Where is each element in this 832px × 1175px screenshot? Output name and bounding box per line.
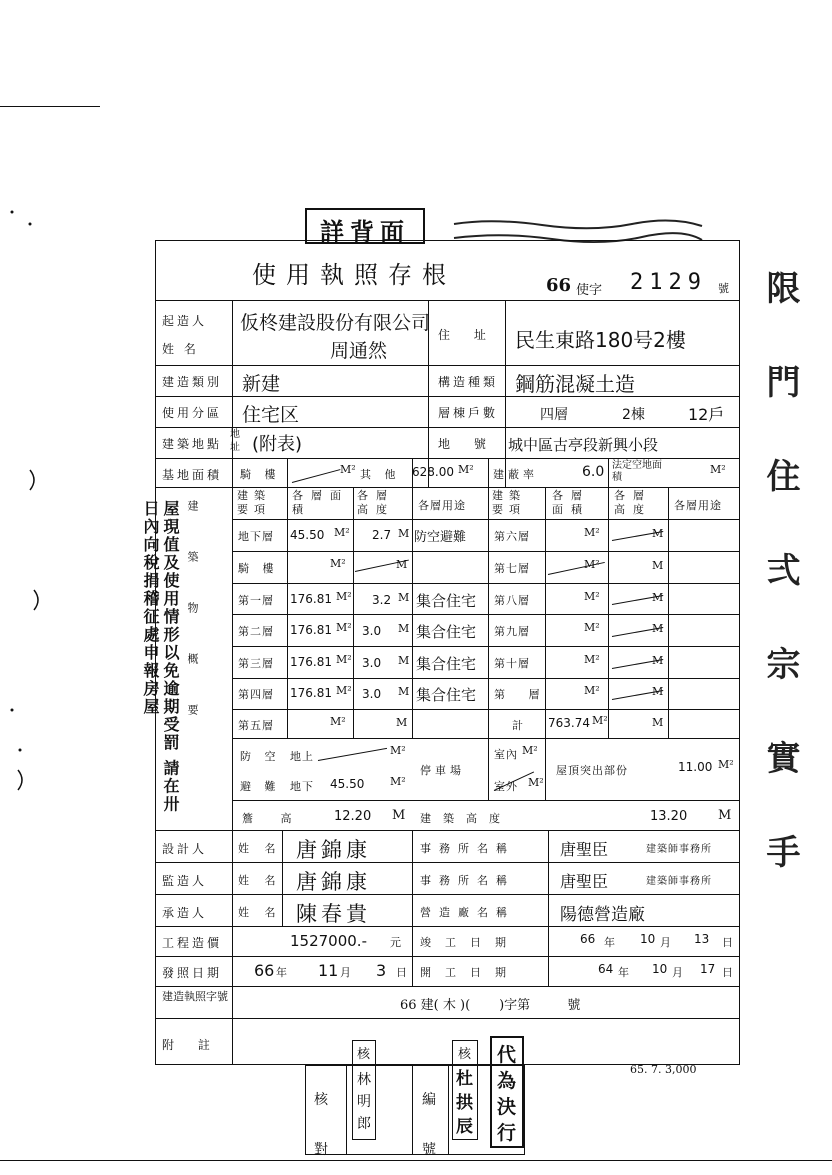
start-year: 64 <box>598 962 614 976</box>
lot-value: 城中區古亭段新興小段 <box>508 436 659 454</box>
back-side-stamp-text: 詳背面 <box>320 217 410 246</box>
floor-height: 3.0 <box>362 687 382 701</box>
bottom-rule <box>0 1160 832 1161</box>
grid-line <box>232 678 740 679</box>
unit-m2: M² <box>584 526 600 539</box>
grid-line <box>155 926 740 927</box>
person-org-label: 事務所名稱 <box>420 874 515 887</box>
structure-value: 鋼筋混凝土造 <box>515 372 635 396</box>
unit-m2: M² <box>584 621 600 634</box>
shelter-below-label: 地下 <box>290 780 314 793</box>
person-role: 承造人 <box>162 906 208 920</box>
checker-seal <box>352 1040 376 1140</box>
unit-m: M <box>396 716 408 729</box>
person-org-label: 營造廠名稱 <box>420 906 515 919</box>
floor-use: 集合住宅 <box>416 686 477 704</box>
grid-line <box>232 800 740 801</box>
margin-specks <box>0 190 60 840</box>
floor-use: 防空避難 <box>414 530 467 545</box>
shelter-label-b: 避 難 <box>240 780 281 793</box>
back-side-stamp <box>305 208 425 244</box>
start-month: 10 <box>652 962 668 976</box>
floor-area: 176.81 <box>290 655 332 669</box>
floor-use-header: 各層用途 <box>418 499 466 512</box>
eave-height-value: 12.20 <box>334 809 372 824</box>
floor-name: 騎 樓 <box>238 562 279 575</box>
building-height-value: 13.20 <box>650 809 688 824</box>
cost-label: 工程造價 <box>162 936 223 950</box>
floor-name: 第三層 <box>238 657 274 670</box>
unit-m: M <box>398 527 410 540</box>
unit-m2: M² <box>336 653 352 666</box>
floor-use: 集合住宅 <box>416 655 477 673</box>
unit-m: M <box>652 591 664 604</box>
person-role: 設計人 <box>162 842 208 856</box>
location-value: (附表) <box>252 434 303 455</box>
unit-m2: M² <box>710 463 726 476</box>
parking-indoor-label: 室內 <box>494 748 518 761</box>
grid-line <box>412 458 413 738</box>
zone-label: 使用分區 <box>162 406 223 420</box>
floor-name: 第五層 <box>238 719 274 732</box>
grid-line <box>155 956 740 957</box>
floor-name: 第二層 <box>238 625 274 638</box>
unit-m2: M² <box>528 776 544 789</box>
person-name-label: 姓 名 <box>238 842 282 855</box>
form-code: 65. 7. 3,000 <box>630 1063 697 1076</box>
cost-value: 1527000.- <box>290 932 367 950</box>
floor-height: 3.0 <box>362 656 382 670</box>
issue-month: 11 <box>318 961 339 980</box>
grid-line <box>448 1065 449 1155</box>
unit-m: M <box>652 559 664 572</box>
completion-month: 10 <box>640 932 656 946</box>
unit-m: M <box>396 558 408 571</box>
grid-line <box>505 300 506 488</box>
floor-area: 176.81 <box>290 592 332 606</box>
unit-m: M <box>718 808 732 823</box>
floor-name: 第九層 <box>494 625 530 638</box>
unit-m2: M² <box>330 557 346 570</box>
license-number: 2129 <box>630 270 707 295</box>
check-label: 核對 <box>314 1092 328 1158</box>
unit-m2: M² <box>584 684 600 697</box>
buildings-count-value: 2棟 <box>622 407 645 423</box>
floor-name: 第八層 <box>494 594 530 607</box>
grid-line <box>155 396 740 397</box>
grid-line <box>155 487 740 488</box>
unit-m: M <box>652 622 664 635</box>
license-prefix: 使字 <box>576 283 603 298</box>
unit-m: M <box>398 622 410 635</box>
floor-name: 計 <box>512 719 524 732</box>
editor-seal <box>452 1040 478 1140</box>
floor-item-header: 建築要項 <box>237 489 271 516</box>
unit-m: M <box>652 654 664 667</box>
form-title: 使用執照存根 <box>252 261 456 289</box>
unit-m2: M² <box>330 715 346 728</box>
month-unit: 月 <box>660 936 672 949</box>
month-unit: 月 <box>672 966 684 979</box>
shelter-below-value: 45.50 <box>330 777 365 791</box>
day-unit: 日 <box>722 966 734 979</box>
unit-m: M <box>652 527 664 540</box>
roof-protrusion-label: 屋頂突出部份 <box>556 764 628 777</box>
unit-m2: M² <box>390 775 406 788</box>
person-name: 陳春貴 <box>296 902 371 926</box>
floor-area: 45.50 <box>290 528 325 542</box>
issue-year: 66 <box>254 961 275 980</box>
unit-m2: M² <box>334 526 350 539</box>
floor-height-header-right: 各層高度 <box>614 489 652 516</box>
person-org-suffix: 建築師事務所 <box>646 844 712 855</box>
parking-label: 停車場 <box>420 764 465 777</box>
shelter-label-a: 防 空 <box>240 750 281 763</box>
floor-area: 176.81 <box>290 686 332 700</box>
households-count-value: 12戶 <box>688 405 725 424</box>
floors-count-label: 層棟戶數 <box>438 406 499 420</box>
grid-line <box>353 487 354 738</box>
side-building-summary-label: 建築物概要 <box>186 500 199 755</box>
legal-open-space-label: 法定空地面積 <box>612 460 662 483</box>
grid-line <box>346 1065 347 1155</box>
unit-m: M <box>652 685 664 698</box>
grid-line <box>282 830 283 926</box>
editor-seal-top: 核 <box>458 1047 472 1062</box>
grid-line <box>155 830 740 831</box>
person-org: 陽德營造廠 <box>560 905 645 925</box>
completion-day: 13 <box>694 932 710 946</box>
cost-unit: 元 <box>390 936 402 949</box>
unit-m2: M² <box>718 758 734 771</box>
person-name-label: 姓 名 <box>238 874 282 887</box>
serial-label: 編號 <box>422 1092 436 1158</box>
grid-line <box>545 738 546 800</box>
floor-name: 第四層 <box>238 688 274 701</box>
day-unit: 日 <box>396 966 408 979</box>
owner-name-label: 姓 名 <box>162 342 199 356</box>
license-suffix: 號 <box>718 282 729 295</box>
floor-height: 3.2 <box>372 593 392 607</box>
floor-name: 第七層 <box>494 562 530 575</box>
unit-m2: M² <box>584 653 600 666</box>
unit-m2: M² <box>336 684 352 697</box>
floor-area-header-right: 各層面積 <box>552 489 590 516</box>
grid-line <box>232 551 740 552</box>
unit-m: M <box>398 591 410 604</box>
top-rule <box>0 106 100 107</box>
completion-year: 66 <box>580 932 596 946</box>
grid-line <box>548 926 549 986</box>
proxy-decision-seal <box>490 1036 524 1148</box>
location-label: 建築地點 <box>162 437 223 451</box>
coverage-label: 建蔽率 <box>493 468 538 481</box>
shelter-above-label: 地上 <box>290 750 314 763</box>
grid-line <box>232 583 740 584</box>
grid-line <box>155 1018 740 1019</box>
grid-line <box>412 926 413 986</box>
location-sub-label: 地址 <box>230 429 240 453</box>
unit-m: M <box>398 685 410 698</box>
person-name: 唐錦康 <box>296 870 371 894</box>
grid-line <box>287 458 288 738</box>
address-value: 民生東路180号2樓 <box>515 328 686 352</box>
floor-name: 第十層 <box>494 657 530 670</box>
arcade-label: 騎 樓 <box>240 468 281 481</box>
unit-m2: M² <box>584 558 600 571</box>
person-name-label: 姓 名 <box>238 906 282 919</box>
completion-date-label: 竣工日期 <box>420 936 520 949</box>
grid-line <box>412 830 413 926</box>
person-role: 監造人 <box>162 874 208 888</box>
zone-value: 住宅区 <box>242 404 300 426</box>
floor-item-header-right: 建築要項 <box>492 489 526 516</box>
floor-height: 3.0 <box>362 624 382 638</box>
grid-line <box>155 365 740 366</box>
permit-number-label: 建造執照字號 <box>162 990 228 1003</box>
person-org-suffix: 建築師事務所 <box>646 876 712 887</box>
checker-seal-name: 林明郎 <box>357 1072 371 1132</box>
floor-height-header: 各層高度 <box>357 489 395 516</box>
issue-date-label: 發照日期 <box>162 966 223 980</box>
grid-line <box>155 894 740 895</box>
unit-m: M <box>392 808 406 823</box>
grid-line <box>412 1065 413 1155</box>
person-org: 唐聖臣 <box>560 840 609 859</box>
grid-line <box>608 458 609 738</box>
grid-line <box>232 646 740 647</box>
right-margin-bleed: 限門住弍宗實手 <box>760 270 800 928</box>
floors-count-value: 四層 <box>540 407 568 423</box>
year-unit: 年 <box>618 966 630 979</box>
unit-m: M <box>398 654 410 667</box>
grid-line <box>232 614 740 615</box>
unit-m: M <box>652 716 664 729</box>
side-tax-note: 屋現值及使用情形以免逾期受罰 請在卅日內向稅捐稽征處申報房屋 <box>141 500 180 814</box>
other-value: 628.00 <box>412 465 454 479</box>
person-name: 唐錦康 <box>296 838 371 862</box>
floor-use: 集合住宅 <box>416 623 477 641</box>
floor-use-header-right: 各層用途 <box>674 499 722 512</box>
editor-seal-name: 杜拱辰 <box>456 1069 473 1137</box>
structure-label: 構造種類 <box>438 375 499 389</box>
other-label: 其 他 <box>360 468 401 481</box>
floor-name: 第六層 <box>494 530 530 543</box>
unit-m2: M² <box>592 714 608 727</box>
parking-outdoor-label: 室外 <box>494 780 518 793</box>
grid-line <box>232 738 740 739</box>
grid-line <box>548 830 549 926</box>
eave-height-label: 簷 高 <box>242 812 304 825</box>
year-unit: 年 <box>276 966 288 979</box>
floor-area-header: 各層面積 <box>292 489 349 516</box>
owner-company: 仮柊建設股份有限公司 <box>240 312 431 334</box>
person-org: 唐聖臣 <box>560 872 609 891</box>
unit-m2: M² <box>336 590 352 603</box>
start-date-label: 開工日期 <box>420 966 520 979</box>
permit-number-value: 66 建( 木 )( )字第 號 <box>400 998 581 1013</box>
site-area-label: 基地面積 <box>162 468 223 482</box>
lot-label: 地 號 <box>438 437 496 451</box>
grid-line <box>488 458 489 800</box>
coverage-value: 6.0 <box>582 464 605 480</box>
unit-m2: M² <box>522 744 538 757</box>
grid-line <box>668 487 669 738</box>
month-unit: 月 <box>340 966 352 979</box>
grid-line <box>232 519 740 520</box>
floor-use: 集合住宅 <box>416 592 477 610</box>
floor-name: 第一層 <box>238 594 274 607</box>
owner-label: 起造人 <box>162 314 208 328</box>
grid-line <box>232 300 233 1065</box>
proxy-decision-text: 代為決行 <box>497 1044 517 1144</box>
license-year: 66 <box>546 275 572 296</box>
floor-height: 2.7 <box>372 528 392 542</box>
unit-m2: M² <box>584 590 600 603</box>
floor-name: 地下層 <box>238 530 274 543</box>
address-label: 住 址 <box>438 328 496 342</box>
floor-area: 763.74 <box>548 716 590 730</box>
checker-seal-top: 核 <box>357 1047 371 1062</box>
building-height-label: 建築高度 <box>420 812 512 825</box>
type-label: 建造類別 <box>162 375 223 389</box>
unit-m2: M² <box>336 621 352 634</box>
grid-line <box>155 986 740 987</box>
remark-label: 附 註 <box>162 1038 220 1052</box>
year-unit: 年 <box>604 936 616 949</box>
owner-person: 周通然 <box>330 340 388 362</box>
issue-day: 3 <box>376 961 387 980</box>
floor-area: 176.81 <box>290 623 332 637</box>
grid-line <box>155 862 740 863</box>
grid-line <box>155 458 740 459</box>
grid-line <box>155 300 740 301</box>
roof-protrusion-value: 11.00 <box>678 760 713 774</box>
floor-name: 第 層 <box>494 688 550 701</box>
person-org-label: 事務所名稱 <box>420 842 515 855</box>
grid-line <box>232 709 740 710</box>
unit-m2: M² <box>390 744 406 757</box>
day-unit: 日 <box>722 936 734 949</box>
unit-m2: M² <box>340 463 356 476</box>
start-day: 17 <box>700 962 716 976</box>
unit-m2: M² <box>458 463 474 476</box>
type-value: 新建 <box>242 373 281 395</box>
